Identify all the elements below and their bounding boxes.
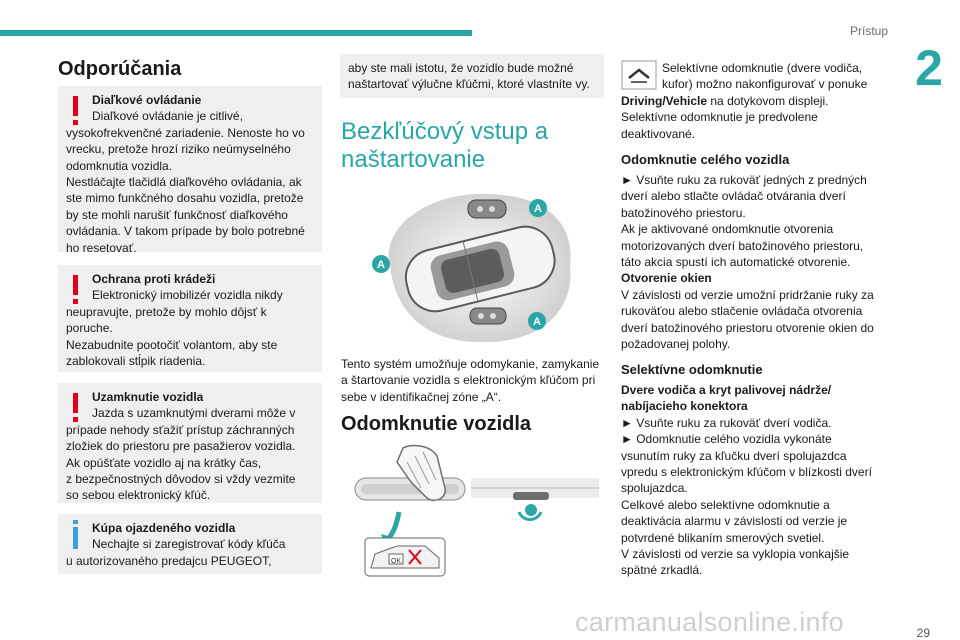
note-line: zložiek do priestoru pre pasažierov vozidla.: [66, 439, 296, 454]
tailgate-view: [471, 478, 599, 520]
menu-rest: na dotykovom displeji.: [707, 94, 829, 108]
selective-unlock-heading: Selektívne odomknutie: [621, 362, 763, 377]
note-line: Nestláčajte tlačidlá diaľkového ovládania, ak: [66, 175, 302, 190]
page-number: 29: [916, 626, 930, 640]
arrow-icon: [389, 512, 399, 538]
warning-icon: [73, 275, 78, 295]
selective-config-text: [662, 60, 886, 93]
text-line: [621, 93, 885, 109]
text-line: ► Vsuňte ruku za rukoväť dverí vodiča.: [621, 415, 832, 430]
driver-subheading: nabíjacieho konektora: [621, 399, 748, 414]
note-title: Ochrana proti krádeži: [92, 272, 216, 286]
note-locking: [58, 383, 322, 503]
text-line: ► Vsuňte ruku za rukoväť jedných z predných: [621, 173, 867, 187]
note-line: by ste mohli narušiť funkčnosť diaľkového: [66, 207, 288, 222]
text-line: dverí alebo stlačte ovládač otvárania dverí: [621, 189, 846, 204]
warning-icon: [73, 393, 78, 413]
key-fob-top: [468, 200, 506, 218]
note-line: Ak opúšťate vozidlo aj na krátky čas,: [66, 455, 262, 470]
note-used-vehicle: [58, 514, 322, 574]
info-icon: [73, 527, 78, 549]
text-line: kufor) možno nakonfigurovať v ponuke: [662, 77, 868, 92]
note-line: prípade nehody sťažiť prístup záchranných: [66, 422, 295, 437]
menu-path: Driving/Vehicle: [621, 94, 708, 108]
full-unlock-text: [621, 172, 885, 352]
svg-text:A: A: [533, 316, 541, 328]
text-line: Tento systém umožňuje odomykanie, zamykanie: [341, 357, 600, 371]
unlock-heading: Odomknutie vozidla: [341, 413, 532, 435]
text-line: a štartovanie vozidla s elektronickým kľúčom pri: [341, 373, 596, 388]
text-line: deaktivácia alarmu v závislosti od verzie je: [621, 514, 848, 529]
note-line: z bezpečnostných dôvodov si vždy vezmite: [66, 472, 296, 487]
note-line: ste mimo funkčného dosahu vozidla, pretože: [66, 191, 304, 206]
note-line: vrecku, pretože hrozí riziko neúmyselného: [66, 142, 291, 157]
note-line: Diaľkové ovládanie je citlivé,: [92, 109, 243, 124]
text-line: V závislosti od verzie umožní pridržanie ruky za: [621, 287, 874, 302]
title-line: Bezkľúčový vstup a: [341, 118, 549, 145]
unlock-illustration: [341, 442, 605, 578]
driver-subheading: Dvere vodiča a kryt palivovej nádrže/: [621, 383, 832, 397]
note-line: ovládania. V takom prípade by bolo potrebné: [66, 224, 305, 239]
text-line: táto akcia spustí ich automatické otvorenie.: [621, 255, 851, 270]
note-line: poruche.: [66, 321, 113, 336]
title-line: naštartovanie: [341, 146, 486, 173]
note-line: Jazda s uzamknutými dverami môže v: [92, 406, 296, 421]
note-continuation: [340, 54, 604, 98]
note-line: zablokovali stĺpik riadenia.: [66, 354, 206, 369]
selective-config-cont: [621, 93, 885, 142]
svg-text:OK: OK: [390, 558, 402, 565]
recommendations-heading: Odporúčania: [58, 58, 182, 80]
text-line: Selektívne odomknutie (dvere vodiča,: [662, 61, 863, 75]
text-line: batožinového priestoru.: [621, 205, 746, 220]
note-line: odomknutia vozidla.: [66, 158, 173, 173]
note-line: u autorizovaného predajcu PEUGEOT,: [66, 553, 272, 568]
text-line: potvrdené blikaním smerových svetiel.: [621, 530, 825, 545]
zone-marker-a: [372, 255, 390, 273]
chapter-number: 2: [915, 40, 943, 96]
svg-text:A: A: [377, 259, 385, 271]
selective-unlock-icon: [621, 60, 657, 90]
text-line: deaktivované.: [621, 126, 696, 141]
text-line: dverí batožinového priestoru otvorenie okien do: [621, 320, 874, 335]
zone-marker-a: [528, 312, 546, 330]
note-line: ho resetovať.: [66, 240, 137, 255]
note-line: neupravujte, pretože by mohlo dôjsť k: [66, 304, 267, 319]
text-line: Celkové alebo selektívne odomknutie a: [621, 497, 830, 512]
key-fob-bottom: [470, 308, 506, 324]
text-line: motorizovaných dverí batožinového priestoru,: [621, 238, 864, 253]
text-line: vsunutím ruky za kľučku dverí spolujazdca: [621, 448, 847, 463]
full-unlock-heading: Odomknutie celého vozidla: [621, 152, 790, 167]
note-title: Kúpa ojazdeného vozidla: [92, 521, 236, 535]
selective-unlock-text: [621, 382, 885, 579]
note-line: Elektronický imobilizér vozidla nikdy: [92, 288, 283, 303]
text-line: spolujazdca.: [621, 481, 688, 496]
note-line: vysokofrekvenčné zariadenie. Nenoste ho vo: [66, 125, 305, 140]
windows-subheading: Otvorenie okien: [621, 271, 712, 286]
watermark: carmanualsonline.info: [575, 607, 844, 637]
text-line: ► Odomknutie celého vozidla vykonáte: [621, 432, 832, 447]
keyless-zone-illustration: [370, 186, 580, 348]
keyless-title: [341, 118, 548, 174]
note-line: Nezabudnite pootočiť volantom, aby ste: [66, 337, 278, 352]
car-side-icon: [365, 538, 445, 576]
warning-icon: [73, 96, 78, 116]
text-line: spätné zrkadlá.: [621, 563, 703, 578]
note-line: so sebou elektronický kľúč.: [66, 488, 211, 503]
note-title: Diaľkové ovládanie: [92, 93, 202, 107]
note-line: Nechajte si zaregistrovať kódy kľúča: [92, 537, 286, 552]
note-line: naštartovať výlučne kľúčmi, ktoré vlastníte vy.: [348, 77, 590, 92]
zone-marker-a: [529, 199, 547, 217]
svg-text:A: A: [534, 203, 542, 215]
text-line: Ak je aktivované ondomknutie otvorenia: [621, 222, 834, 237]
text-line: vpredu s elektronickým kľúčom v blízkosti dverí: [621, 465, 872, 480]
note-anti-theft: [58, 265, 322, 372]
text-line: požadovanej polohy.: [621, 337, 731, 352]
note-remote-control: [58, 86, 322, 255]
text-line: V závislosti od verzie sa vyklopia vonkajšie: [621, 547, 850, 562]
note-title: Uzamknutie vozidla: [92, 390, 204, 404]
header-accent-bar: [0, 30, 472, 36]
keyless-intro: [341, 356, 605, 405]
note-line: aby ste mali istotu, že vozidlo bude možné: [348, 61, 574, 75]
text-line: Selektívne odomknutie je predvolene: [621, 110, 818, 125]
text-line: rukoväťou alebo stlačenie ovládača otvorenia: [621, 304, 863, 319]
text-line: sebe v identifikačnej zóne „A“.: [341, 389, 502, 404]
section-label: Prístup: [849, 24, 888, 38]
